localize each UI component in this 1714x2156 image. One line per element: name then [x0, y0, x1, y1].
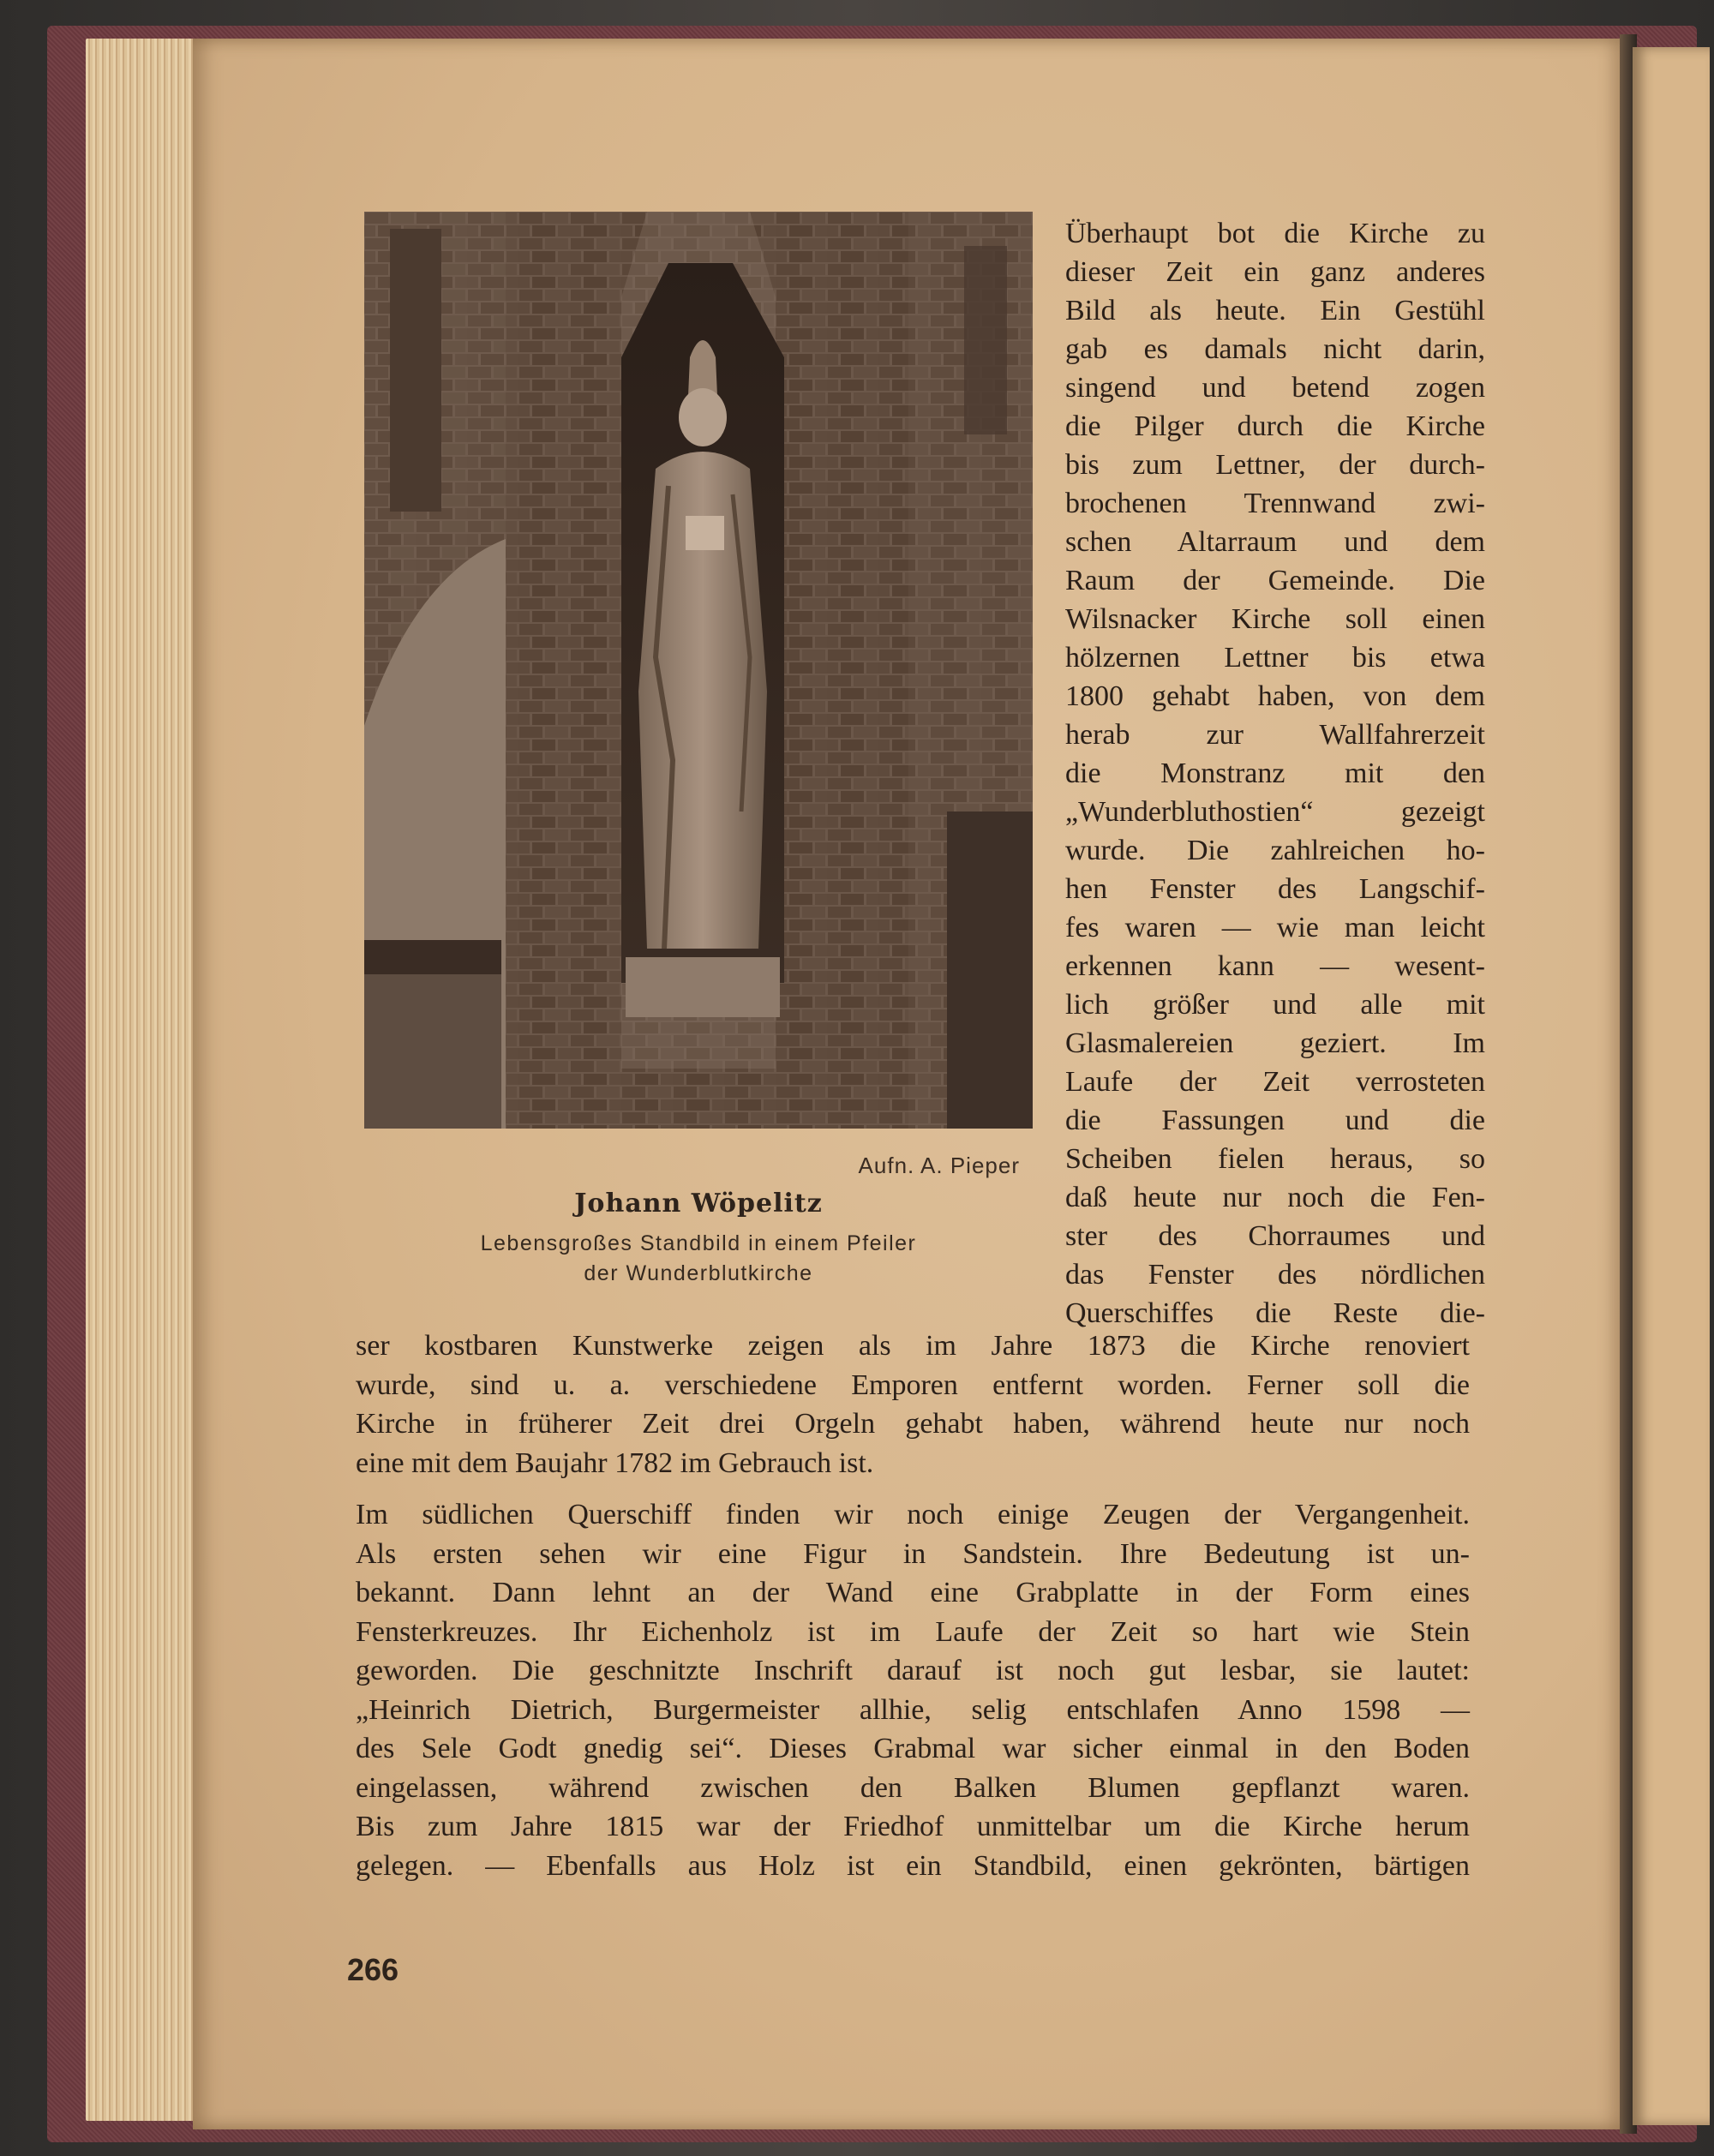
text-line: singend und betend zogen [1065, 372, 1485, 404]
text-line: herab zur Wallfahrerzeit [1065, 719, 1485, 751]
page-edges [86, 39, 210, 2121]
text-line: des Sele Godt gnedig sei“. Dieses Grabmal war sicher einmal in den Boden [356, 1733, 1470, 1764]
facing-page-edge [1633, 47, 1710, 2125]
text-line: wurde, sind u. a. verschiedene Emporen entfernt worden. Ferner soll die [356, 1368, 1470, 1401]
text-line: daß heute nur noch die Fen- [1065, 1182, 1485, 1213]
text-line: die Monstranz mit den [1065, 758, 1485, 789]
text-line: Als ersten sehen wir eine Figur in Sandstein. Ihre Bedeutung ist un- [356, 1537, 1470, 1570]
statue-photo [364, 212, 1033, 1129]
text-line: brochenen Trennwand zwi- [1065, 488, 1485, 519]
right-column-text [1065, 214, 1485, 1333]
text-line: Raum der Gemeinde. Die [1065, 565, 1485, 596]
caption-line: der Wunderblutkirche [584, 1261, 813, 1285]
text-line: erkennen kann — wesent- [1065, 950, 1485, 982]
text-line: Im südlichen Querschiff finden wir noch einige Zeugen der Vergangenheit. [356, 1499, 1470, 1530]
text-line: hölzernen Lettner bis etwa [1065, 642, 1485, 674]
text-line: „Wunderbluthostien“ gezeigt [1065, 796, 1485, 828]
text-line: die Fassungen und die [1065, 1105, 1485, 1136]
text-line: ser kostbaren Kunstwerke zeigen als im Jahre 1873 die Kirche renoviert [356, 1330, 1470, 1362]
text-line: gab es damals nicht darin, [1065, 333, 1485, 365]
text-line: bekannt. Dann lehnt an der Wand eine Grabplatte in der Form eines [356, 1577, 1470, 1608]
text-line: eingelassen, während zwischen den Balken Blumen gepflanzt waren. [356, 1771, 1470, 1804]
text-line: wurde. Die zahlreichen ho- [1065, 835, 1485, 866]
text-line: Laufe der Zeit verrosteten [1065, 1066, 1485, 1098]
paragraph-1 [356, 1327, 1470, 1482]
page-number: 266 [347, 1952, 399, 1987]
paragraph-2 [356, 1495, 1470, 1885]
text-line: Querschiffes die Reste die- [1065, 1297, 1485, 1329]
text-line: „Heinrich Dietrich, Burgermeister allhie, selig entschlafen Anno 1598 — [356, 1693, 1470, 1726]
text-line: Glasmalereien geziert. Im [1065, 1027, 1485, 1059]
text-line: Überhaupt bot die Kirche zu [1065, 218, 1485, 249]
text-line: das Fenster des nördlichen [1065, 1259, 1485, 1291]
text-line: 1800 gehabt haben, von dem [1065, 680, 1485, 712]
text-line: bis zum Lettner, der durch- [1065, 449, 1485, 481]
text-line: ster des Chorraumes und [1065, 1220, 1485, 1252]
text-line: Bild als heute. Ein Gestühl [1065, 295, 1485, 326]
text-line: dieser Zeit ein ganz anderes [1065, 256, 1485, 288]
text-line: die Pilger durch die Kirche [1065, 410, 1485, 442]
text-line: gelegen. — Ebenfalls aus Holz ist ein Standbild, einen gekrönten, bärtigen [356, 1849, 1470, 1882]
text-line: lich größer und alle mit [1065, 989, 1485, 1021]
text-line: eine mit dem Baujahr 1782 im Gebrauch ist. [356, 1446, 874, 1479]
text-line: Bis zum Jahre 1815 war der Friedhof unmittelbar um die Kirche herum [356, 1811, 1470, 1842]
text-line: Wilsnacker Kirche soll einen [1065, 603, 1485, 635]
text-line: hen Fenster des Langschif- [1065, 873, 1485, 905]
text-line: schen Altarraum und dem [1065, 526, 1485, 558]
caption-line: Lebensgroßes Standbild in einem Pfeiler [480, 1231, 917, 1255]
caption-title: Johann Wöpelitz [574, 1189, 823, 1219]
text-line: Fensterkreuzes. Ihr Eichenholz ist im Laufe der Zeit so hart wie Stein [356, 1615, 1470, 1648]
photo-credit: Aufn. A. Pieper [858, 1153, 1020, 1178]
text-line: fes waren — wie man leicht [1065, 912, 1485, 943]
text-line: Scheiben fielen heraus, so [1065, 1143, 1485, 1175]
text-line: Kirche in früherer Zeit drei Orgeln gehabt haben, während heute nur noch [356, 1408, 1470, 1440]
text-line: geworden. Die geschnitzte Inschrift darauf ist noch gut lesbar, sie lautet: [356, 1655, 1470, 1686]
